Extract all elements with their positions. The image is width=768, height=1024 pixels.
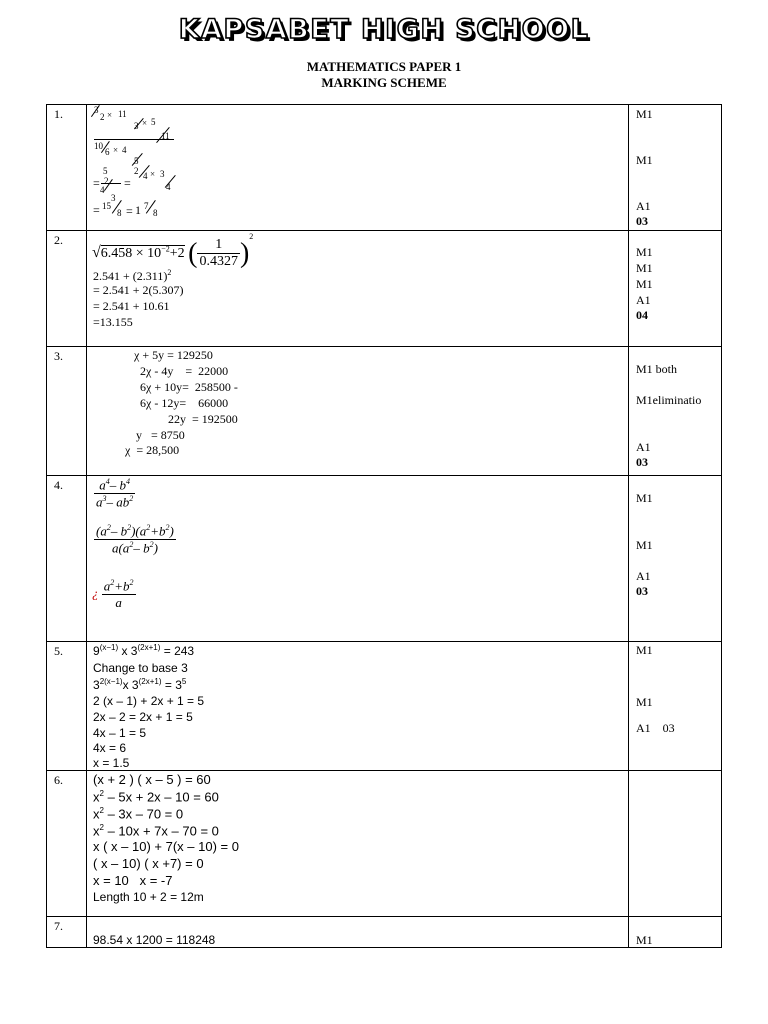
working-token: 11 — [161, 131, 170, 141]
question-number: 7. — [54, 919, 63, 933]
working-line: = 2.541 + 10.61 — [93, 299, 170, 313]
working-line: = 2.541 + 2(5.307) — [93, 283, 184, 297]
mark: M1 — [636, 107, 653, 121]
working-line: χ = 28,500 — [125, 443, 180, 457]
marks-cell — [629, 917, 722, 948]
working-token: 8 — [117, 208, 122, 218]
working-token: 2 — [100, 112, 105, 122]
table-row — [47, 476, 722, 642]
working-token: 1 — [215, 237, 223, 253]
working-token: = — [93, 176, 100, 190]
question-number-cell — [47, 347, 87, 476]
table-row — [47, 642, 722, 771]
mark-total: 03 — [636, 214, 648, 228]
working-line: x = 10 x = -7 — [93, 873, 173, 888]
question-number: 1. — [54, 107, 63, 121]
marks-cell — [629, 771, 722, 917]
mark: M1 — [636, 153, 653, 167]
mark: M1eliminatio — [636, 393, 702, 407]
working-line: $x^2 - 10x + 7x - 70 = 0$ — [93, 823, 219, 839]
table-row — [47, 771, 722, 917]
document-subtitle: MARKING SCHEME — [321, 75, 447, 90]
question-number-cell — [47, 476, 87, 642]
working-cell — [87, 105, 629, 231]
working-line: Change to base 3 — [93, 661, 188, 675]
working-token: 6 — [105, 147, 110, 157]
question-number-cell — [47, 771, 87, 917]
working-token: 6.458 × 10 — [100, 246, 162, 261]
working-line: =13.155 — [93, 315, 133, 329]
working-cell — [87, 771, 629, 917]
table-row — [47, 347, 722, 476]
table-row — [47, 917, 722, 948]
working-token: 5 — [134, 156, 139, 166]
working-line: χ + 5y = 129250 — [134, 348, 213, 362]
mark: M1 — [636, 933, 653, 947]
working-line: 98.54 x 1200 = 118248 — [93, 933, 216, 947]
working-q1: 3 2 × 11 3 × 5 11 10 6 × 4 5 5 2 4 × 3 4 = 2 = 4 3 = 15 8 = 1 7 8 — [87, 105, 628, 230]
question-number: 2. — [54, 233, 63, 247]
marks-cell — [629, 476, 722, 642]
working-line: $x^2 - 5x + 2x - 10 = 60$ — [93, 789, 219, 805]
working-token: 4 — [143, 171, 148, 181]
working-line: Length 10 + 2 = 12m — [93, 890, 204, 904]
working-cell — [87, 347, 629, 476]
working-fraction: $\frac{(a^2- b^2)(a^2+b^2)}{a(a^2- b^2)}$ — [96, 523, 174, 556]
working-cell — [87, 642, 629, 771]
working-line: x ( x – 10) + 7(x – 10) = 0 — [93, 839, 239, 854]
mark: A1 — [636, 199, 651, 213]
question-number-cell — [47, 917, 87, 948]
working-token: 11 — [118, 109, 127, 119]
working-line: 6χ + 10y= 258500 - — [140, 380, 238, 394]
working-token: 8 — [153, 208, 158, 218]
working-line: ( x – 10) ( x +7) = 0 — [93, 856, 204, 871]
working-token: 3 — [160, 169, 165, 179]
school-name: KAPSABET HIGH SCHOOL — [178, 14, 590, 45]
working-token: 5 — [103, 166, 108, 176]
mark: A1 — [636, 569, 651, 583]
working-token: 3 — [94, 105, 99, 115]
mark: M1 both — [636, 362, 678, 376]
marks-cell — [629, 347, 722, 476]
working-line: 2x – 2 = 2x + 1 = 5 — [93, 710, 193, 724]
question-number-cell — [47, 642, 87, 771]
mark-total: 04 — [636, 308, 648, 322]
question-number: 4. — [54, 478, 63, 492]
mark: A1 — [636, 293, 651, 307]
marks-cell — [629, 105, 722, 231]
working-line: 4x = 6 — [93, 741, 127, 755]
working-line: $x^2 - 3x - 70 = 0$ — [93, 806, 184, 822]
question-number-cell — [47, 231, 87, 347]
working-token: 1 — [135, 203, 141, 217]
working-line: (x + 2 ) ( x – 5 ) = 60 — [93, 772, 211, 787]
working-line: $3^{2(x-1)}x$ $3^{(2x+1)} = 3^5$ — [93, 677, 187, 692]
working-token: 7 — [144, 201, 149, 211]
working-cell — [87, 476, 629, 642]
working-token: 2 — [249, 232, 254, 241]
working-line: $9^{(x-1)}$ x $3^{(2x+1)} = 243$ — [93, 643, 195, 658]
working-cell — [87, 917, 629, 948]
working-line: 4x – 1 = 5 — [93, 726, 147, 740]
working-token: 10 — [94, 141, 103, 151]
working-line: 2χ - 4y = 22000 — [140, 364, 229, 378]
mark: M1 — [636, 538, 653, 552]
working-fraction: ¿ $\frac{a^2+b^2}{a}$ — [92, 578, 134, 611]
working-token: 4 — [122, 145, 127, 155]
working-line: $2.541 + (2.311)^2$ — [93, 268, 172, 283]
working-token: +2 — [169, 246, 185, 261]
working-token: = — [93, 203, 100, 217]
paper-title: MATHEMATICS PAPER 1 — [306, 59, 462, 74]
mark: M1 — [636, 277, 653, 291]
table-row — [47, 231, 722, 347]
working-token: 3 — [134, 121, 139, 131]
question-number: 3. — [54, 349, 63, 363]
working-token: 2 — [134, 166, 139, 176]
question-number: 6. — [54, 773, 63, 787]
working-line: 2 (x – 1) + 2x + 1 = 5 — [93, 694, 205, 708]
working-token: 15 — [102, 201, 111, 211]
working-token: 5 — [151, 117, 156, 127]
working-cell — [87, 231, 629, 347]
mark: M1 — [636, 261, 653, 275]
question-number: 5. — [54, 644, 63, 658]
question-number-cell — [47, 105, 87, 231]
mark: A1 03 — [636, 721, 675, 735]
working-q2-expression: $√6.458 \times 10^{-2}+2$ ( $\frac{1}{0.4327}$ )$^2$ — [92, 232, 254, 270]
mark: M1 — [636, 245, 653, 259]
mark-total: 03 — [636, 584, 648, 598]
marking-scheme-table — [46, 104, 722, 948]
mark: M1 — [636, 695, 653, 709]
marks-cell — [629, 642, 722, 771]
working-line: y = 8750 — [136, 428, 185, 442]
table-row — [47, 105, 722, 231]
working-line: x = 1.5 — [93, 756, 130, 770]
working-line: 6χ - 12y= 66000 — [140, 396, 229, 410]
working-token: −2 — [161, 244, 170, 254]
working-fraction: $\frac{a^4- b^4}{a^3- ab^2}$ — [96, 477, 134, 510]
mark: M1 — [636, 491, 653, 505]
working-line: 22y = 192500 — [168, 412, 238, 426]
mark: A1 — [636, 440, 651, 454]
mark: M1 — [636, 643, 653, 657]
working-token: 0.4327 — [199, 254, 238, 270]
mark-total: 03 — [636, 455, 648, 469]
marks-cell — [629, 231, 722, 347]
